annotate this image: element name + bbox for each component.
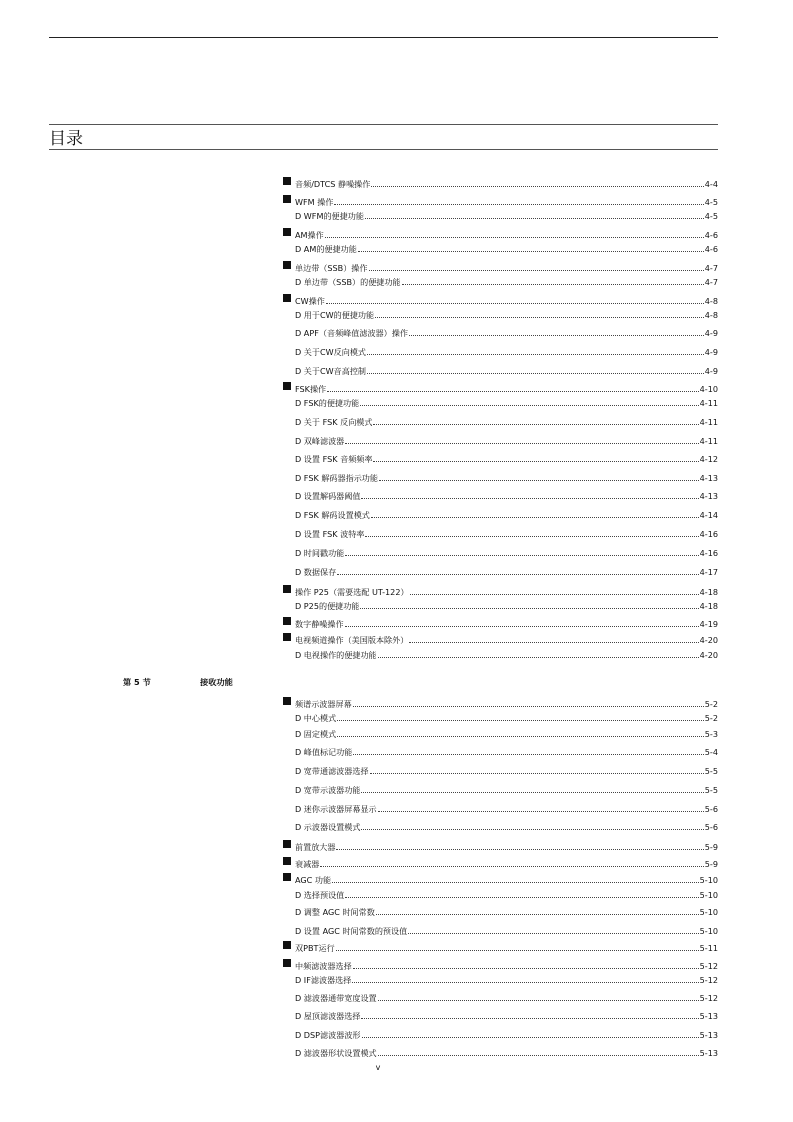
toc-entry-page: 4-16 (699, 548, 718, 558)
toc-entry-page: 4-9 (704, 328, 718, 338)
toc-entry-label: 衰减器 (295, 859, 320, 869)
toc-entry-page: 4-6 (704, 230, 718, 240)
square-bullet-icon (282, 585, 295, 597)
toc-section-entry[interactable] (282, 959, 718, 971)
toc-entry-page: 5-13 (699, 1011, 718, 1021)
dot-leader (332, 882, 699, 883)
dot-leader (373, 461, 698, 462)
toc-section-entry[interactable] (282, 195, 718, 207)
toc-entry-page: 4-18 (699, 601, 718, 611)
toc-subsection-entry[interactable] (282, 648, 718, 660)
square-bullet-icon (282, 617, 295, 629)
chapter-number: 第 5 节 (123, 677, 151, 687)
toc-entry-page: 4-20 (699, 650, 718, 660)
toc-entry-page: 4-8 (704, 296, 718, 306)
toc-entry-label: FSK操作 (295, 384, 327, 394)
toc-entry-label: 频谱示波器屏幕 (295, 699, 352, 709)
dot-leader (345, 555, 698, 556)
toc-entry-page: 5-5 (704, 766, 718, 776)
dot-leader (345, 626, 699, 627)
toc-section-entry[interactable] (282, 633, 718, 645)
toc-entry-label: D 宽带通滤波器选择 (295, 766, 369, 776)
toc-entry-page: 5-10 (699, 875, 718, 885)
dot-leader (334, 204, 703, 205)
toc-entry-page: 5-4 (704, 747, 718, 757)
toc-entry-label: D 中心模式 (295, 713, 337, 723)
toc-subsection-entry[interactable] (282, 764, 718, 776)
dot-leader (327, 391, 698, 392)
toc-entry-label: D WFM的便捷功能 (295, 211, 364, 221)
toc-entry-label: D 峰值标记功能 (295, 747, 353, 757)
toc-subsection-entry[interactable] (282, 991, 718, 1003)
toc-entry-page: 5-2 (704, 699, 718, 709)
toc-subsection-entry[interactable] (282, 326, 718, 338)
toc-section-entry[interactable] (282, 382, 718, 394)
toc-entry-page: 4-11 (699, 398, 718, 408)
toc-subsection-entry[interactable] (282, 711, 718, 723)
square-bullet-icon (282, 941, 295, 953)
toc-entry-page: 4-4 (704, 179, 718, 189)
toc-entry-label: D 示波器设置模式 (295, 822, 361, 832)
toc-entry-page: 4-11 (699, 436, 718, 446)
square-bullet-icon (282, 697, 295, 709)
toc-entry-page: 4-13 (699, 491, 718, 501)
toc-subsection-entry[interactable] (282, 727, 718, 739)
toc-subsection-entry[interactable] (282, 364, 718, 376)
toc-entry-label: D 用于CW的便捷功能 (295, 310, 375, 320)
dot-leader (378, 657, 699, 658)
toc-subsection-entry[interactable] (282, 242, 718, 254)
dot-leader (375, 317, 704, 318)
toc-entry-page: 5-10 (699, 890, 718, 900)
toc-subsection-entry[interactable] (282, 209, 718, 221)
toc-entry-page: 4-5 (704, 197, 718, 207)
toc-entry-page: 5-11 (699, 943, 718, 953)
square-bullet-icon (282, 261, 295, 273)
dot-leader (410, 594, 699, 595)
toc-section-entry[interactable] (282, 840, 718, 852)
toc-subsection-entry[interactable] (282, 1028, 718, 1040)
toc-subsection-entry[interactable] (282, 599, 718, 611)
toc-entry-label: D APF（音频峰值滤波器）操作 (295, 328, 408, 338)
toc-entry-label: D IF滤波器选择 (295, 975, 352, 985)
toc-entry-page: 4-7 (704, 277, 718, 287)
toc-subsection-entry[interactable] (282, 345, 718, 357)
toc-entry-page: 4-8 (704, 310, 718, 320)
toc-entry-label: 音频/DTCS 静噪操作 (295, 179, 371, 189)
toc-subsection-entry[interactable] (282, 471, 718, 483)
toc-entry-page: 5-2 (704, 713, 718, 723)
toc-subsection-entry[interactable] (282, 1009, 718, 1021)
toc-entry-page: 4-9 (704, 366, 718, 376)
toc-entry-page: 4-12 (699, 454, 718, 464)
toc-entry-page: 5-12 (699, 975, 718, 985)
toc-subsection-entry[interactable] (282, 546, 718, 558)
dot-leader (361, 792, 703, 793)
toc-entry-label: CW操作 (295, 296, 325, 306)
dot-leader (320, 866, 703, 867)
dot-leader (361, 829, 703, 830)
toc-entry-page: 5-12 (699, 961, 718, 971)
dot-leader (367, 373, 704, 374)
toc-entry-label: D 宽带示波器功能 (295, 785, 361, 795)
toc-entry-label: D 设置解码器阈值 (295, 491, 361, 501)
toc-entry-label: D 滤波器通带宽度设置 (295, 993, 377, 1003)
dot-leader (367, 354, 704, 355)
toc-entry-page: 4-14 (699, 510, 718, 520)
toc-entry-label: D 滤波器形状设置模式 (295, 1048, 377, 1058)
toc-entry-label: D 关于CW反向模式 (295, 347, 367, 357)
dot-leader (365, 536, 698, 537)
dot-leader (345, 897, 698, 898)
square-bullet-icon (282, 195, 295, 207)
toc-entry-page: 4-7 (704, 263, 718, 273)
toc-entry-label: WFM 操作 (295, 197, 334, 207)
toc-entry-page: 4-10 (699, 384, 718, 394)
dot-leader (362, 1037, 699, 1038)
dot-leader (379, 480, 699, 481)
toc-subsection-entry[interactable] (282, 1046, 718, 1058)
toc-entry-page: 5-9 (704, 859, 718, 869)
dot-leader (376, 914, 699, 915)
toc-entry-label: D 双峰滤波器 (295, 436, 345, 446)
toc-subsection-entry[interactable] (282, 888, 718, 900)
toc-entry-label: D DSP滤波器波形 (295, 1030, 361, 1040)
dot-leader (370, 773, 704, 774)
toc-section-entry[interactable] (282, 177, 718, 189)
toc-entry-label: 电视频道操作（美国版本除外） (295, 635, 409, 645)
square-bullet-icon (282, 840, 295, 852)
toc-entry-label: 双PBT运行 (295, 943, 335, 953)
toc-entry-page: 5-12 (699, 993, 718, 1003)
toc-entry-page: 4-11 (699, 417, 718, 427)
toc-entry-label: AM操作 (295, 230, 324, 240)
toc-entry-page: 5-10 (699, 907, 718, 917)
toc-entry-label: D 电视操作的便捷功能 (295, 650, 377, 660)
toc-entry-label: D 设置 FSK 波特率 (295, 529, 365, 539)
toc-subsection-entry[interactable] (282, 396, 718, 408)
toc-subsection-entry[interactable] (282, 924, 718, 936)
dot-leader (353, 968, 699, 969)
dot-leader (378, 1000, 699, 1001)
toc-entry-label: D 调整 AGC 时间常数 (295, 907, 375, 917)
toc-section-entry[interactable] (282, 873, 718, 885)
toc-subsection-entry[interactable] (282, 434, 718, 446)
square-bullet-icon (282, 382, 295, 394)
toc-entry-label: 操作 P25（需要选配 UT-122） (295, 587, 409, 597)
chapter-name: 接收功能 (200, 677, 233, 687)
toc-subsection-entry[interactable] (282, 802, 718, 814)
toc-entry-page: 4-6 (704, 244, 718, 254)
toc-entry-label: D 屋顶滤波器选择 (295, 1011, 361, 1021)
toc-entry-label: D FSK 解码设置模式 (295, 510, 370, 520)
toc-entry-label: D 固定模式 (295, 729, 337, 739)
toc-section-entry[interactable] (282, 617, 718, 629)
dot-leader (373, 424, 698, 425)
dot-leader (361, 1018, 698, 1019)
dot-leader (353, 754, 703, 755)
toc-section-entry[interactable] (282, 585, 718, 597)
dot-leader (337, 574, 698, 575)
toc-subsection-entry[interactable] (282, 489, 718, 501)
toc-subsection-entry[interactable] (282, 820, 718, 832)
dot-leader (402, 284, 704, 285)
dot-leader (326, 303, 704, 304)
toc-entry-label: D 数据保存 (295, 567, 337, 577)
toc-section-entry[interactable] (282, 294, 718, 306)
toc-entry-label: AGC 功能 (295, 875, 332, 885)
toc-entry-label: D 单边带（SSB）的便捷功能 (295, 277, 401, 287)
toc-entry-label: D 迷你示波器屏幕显示 (295, 804, 377, 814)
dot-leader (353, 706, 704, 707)
dot-leader (345, 443, 698, 444)
toc-subsection-entry[interactable] (282, 565, 718, 577)
toc-section-entry[interactable] (282, 857, 718, 869)
toc-entry-page: 5-3 (704, 729, 718, 739)
toc-entry-page: 5-13 (699, 1030, 718, 1040)
toc-entry-label: D AM的便捷功能 (295, 244, 357, 254)
square-bullet-icon (282, 177, 295, 189)
toc-entry-page: 4-9 (704, 347, 718, 357)
dot-leader (336, 849, 703, 850)
dot-leader (371, 186, 703, 187)
toc-entry-page: 4-5 (704, 211, 718, 221)
toc-entry-page: 4-13 (699, 473, 718, 483)
toc-entry-page: 4-16 (699, 529, 718, 539)
toc-entry-page: 4-19 (699, 619, 718, 629)
toc-section-entry[interactable] (282, 697, 718, 709)
toc-entry-label: D 选择预设值 (295, 890, 345, 900)
chapter-heading (123, 677, 323, 688)
toc-entry-label: 单边带（SSB）操作 (295, 263, 368, 273)
dot-leader (325, 237, 704, 238)
toc-entry-label: D 关于 FSK 反向模式 (295, 417, 373, 427)
square-bullet-icon (282, 228, 295, 240)
toc-entry-label: D FSK 解码器指示功能 (295, 473, 378, 483)
toc-entry-page: 4-17 (699, 567, 718, 577)
toc-entry-page: 5-5 (704, 785, 718, 795)
toc-entry-page: 4-18 (699, 587, 718, 597)
dot-leader (408, 933, 698, 934)
dot-leader (352, 982, 698, 983)
page-number: v (375, 1063, 381, 1072)
square-bullet-icon (282, 959, 295, 971)
dot-leader (409, 642, 698, 643)
toc-entry-label: D FSK的便捷功能 (295, 398, 360, 408)
square-bullet-icon (282, 857, 295, 869)
toc-subsection-entry[interactable] (282, 527, 718, 539)
toc-subsection-entry[interactable] (282, 308, 718, 320)
square-bullet-icon (282, 633, 295, 645)
dot-leader (337, 720, 704, 721)
dot-leader (369, 270, 704, 271)
toc-entry-label: 前置放大器 (295, 842, 336, 852)
toc-entry-page: 5-6 (704, 804, 718, 814)
toc-subsection-entry[interactable] (282, 905, 718, 917)
toc-subsection-entry[interactable] (282, 508, 718, 520)
toc-entry-label: D 关于CW音高控制 (295, 366, 367, 376)
toc-entry-label: D 时间戳功能 (295, 548, 345, 558)
toc-entry-page: 5-6 (704, 822, 718, 832)
toc-subsection-entry[interactable] (282, 452, 718, 464)
dot-leader (378, 811, 704, 812)
dot-leader (360, 608, 698, 609)
toc-subsection-entry[interactable] (282, 275, 718, 287)
dot-leader (378, 1055, 699, 1056)
toc-entry-label: D 设置 AGC 时间常数的预设值 (295, 926, 408, 936)
toc-section-entry[interactable] (282, 228, 718, 240)
dot-leader (337, 736, 704, 737)
toc-subsection-entry[interactable] (282, 745, 718, 757)
toc-entry-page: 5-13 (699, 1048, 718, 1058)
table-of-contents (282, 0, 718, 1122)
toc-section-entry[interactable] (282, 261, 718, 273)
toc-entry-label: 数字静噪操作 (295, 619, 344, 629)
toc-subsection-entry[interactable] (282, 783, 718, 795)
dot-leader (371, 517, 699, 518)
dot-leader (360, 405, 698, 406)
square-bullet-icon (282, 873, 295, 885)
page-title: 目录 (49, 129, 83, 149)
dot-leader (409, 335, 704, 336)
dot-leader (358, 251, 704, 252)
toc-entry-page: 5-10 (699, 926, 718, 936)
toc-entry-page: 4-20 (699, 635, 718, 645)
toc-subsection-entry[interactable] (282, 415, 718, 427)
toc-entry-label: 中频滤波器选择 (295, 961, 352, 971)
toc-subsection-entry[interactable] (282, 973, 718, 985)
toc-entry-page: 5-9 (704, 842, 718, 852)
dot-leader (336, 950, 699, 951)
dot-leader (365, 218, 704, 219)
toc-section-entry[interactable] (282, 941, 718, 953)
toc-entry-label: D 设置 FSK 音频频率 (295, 454, 373, 464)
toc-entry-label: D P25的便捷功能 (295, 601, 360, 611)
square-bullet-icon (282, 294, 295, 306)
dot-leader (361, 498, 698, 499)
